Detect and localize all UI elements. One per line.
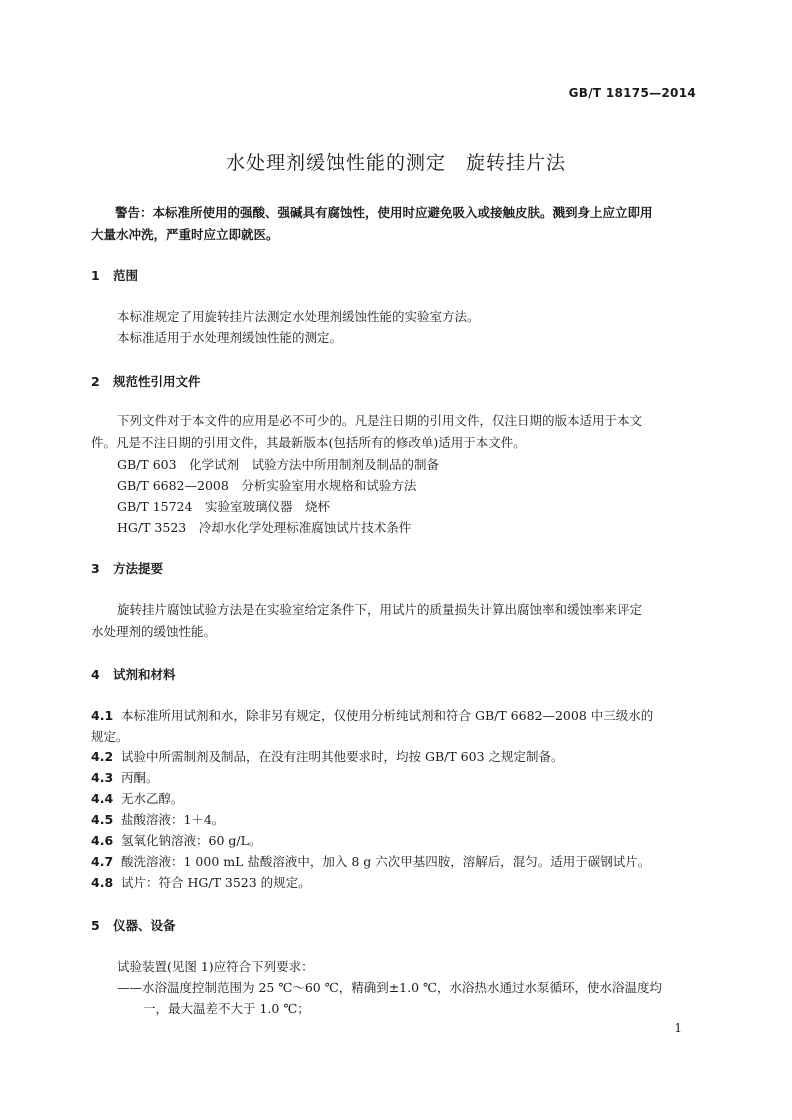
list-item-4-7: 4.7 酸洗溶液：1 000 mL 盐酸溶液中，加入 8 g 六次甲基四胺，溶解后，混匀。适用于碳钢试片。	[91, 854, 651, 869]
section-3-heading: 3 方法提要	[91, 561, 164, 576]
section-3-line-2: 水处理剂的缓蚀性能。	[91, 624, 217, 639]
standard-number: GB/T 18175—2014	[568, 86, 696, 100]
warning-line-2: 大量水冲洗，严重时应立即就医。	[91, 227, 279, 242]
section-2-paragraph-line-2: 件。凡是不注日期的引用文件，其最新版本(包括所有的修改单)适用于本文件。	[91, 435, 526, 450]
document-title: 水处理剂缓蚀性能的测定 旋转挂片法	[225, 152, 566, 174]
list-item-4-8: 4.8 试片：符合 HG/T 3523 的规定。	[91, 875, 311, 890]
list-item-4-4: 4.4 无水乙醇。	[91, 791, 184, 806]
list-item-4-1: 4.1 本标准所用试剂和水，除非另有规定，仅使用分析纯试剂和符合 GB/T 6682—2008 中三级水的	[91, 708, 654, 723]
reference-item: GB/T 15724 实验室玻璃仪器 烧杯	[117, 499, 330, 514]
warning-line-1: 警告：本标准所使用的强酸、强碱具有腐蚀性，使用时应避免吸入或接触皮肤。溅到身上应立即用	[115, 205, 653, 220]
section-2-paragraph-line-1: 下列文件对于本文件的应用是必不可少的。凡是注日期的引用文件，仅注日期的版本适用于本文	[117, 413, 643, 428]
section-3-line-1: 旋转挂片腐蚀试验方法是在实验室给定条件下，用试片的质量损失计算出腐蚀率和缓蚀率来评定	[117, 602, 643, 617]
section-4-heading: 4 试剂和材料	[91, 667, 176, 682]
list-item-4-5: 4.5 盐酸溶液：1＋4。	[91, 812, 225, 827]
page-number: 1	[674, 1021, 682, 1035]
list-item-4-3: 4.3 丙酮。	[91, 770, 159, 785]
section-5-dash-item-line-2: 一，最大温差不大于 1.0 ℃；	[143, 1001, 310, 1016]
list-item-4-6: 4.6 氢氧化钠溶液：60 g/L。	[91, 833, 262, 848]
reference-item: HG/T 3523 冷却水化学处理标准腐蚀试片技术条件	[117, 520, 412, 535]
section-1-paragraph-1: 本标准规定了用旋转挂片法测定水处理剂缓蚀性能的实验室方法。	[117, 309, 480, 324]
reference-item: GB/T 6682—2008 分析实验室用水规格和试验方法	[117, 478, 417, 493]
section-2-heading: 2 规范性引用文件	[91, 374, 201, 389]
reference-item: GB/T 603 化学试剂 试验方法中所用制剂及制品的制备	[117, 457, 440, 472]
section-1-paragraph-2: 本标准适用于水处理剂缓蚀性能的测定。	[117, 330, 343, 345]
section-5-dash-item-line-1: ——水浴温度控制范围为 25 ℃～60 ℃，精确到±1.0 ℃，水浴热水通过水泵循环，使水浴温度均	[117, 980, 663, 995]
list-item-4-2: 4.2 试验中所需制剂及制品，在没有注明其他要求时，均按 GB/T 603 之规定制备。	[91, 749, 564, 764]
list-item-4-1-cont: 规定。	[91, 729, 129, 744]
section-5-paragraph: 试验装置(见图 1)应符合下列要求：	[117, 959, 314, 974]
section-5-heading: 5 仪器、设备	[91, 918, 176, 933]
section-1-heading: 1 范围	[91, 268, 139, 283]
